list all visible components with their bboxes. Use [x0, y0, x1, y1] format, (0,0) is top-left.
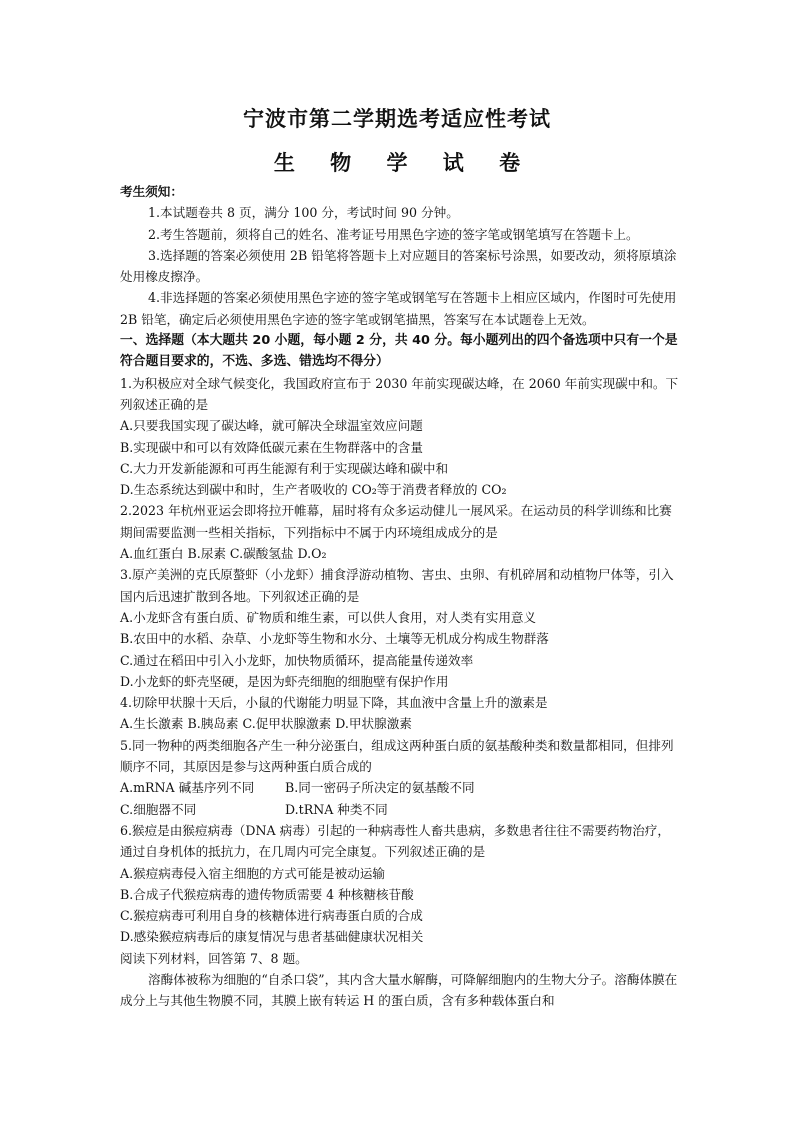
question-option: C.猴痘病毒可利用自身的核糖体进行病毒蛋白质的合成 [120, 908, 423, 924]
section-heading: 一、选择题（本大题共 20 小题，每小题 2 分，共 40 分。每小题列出的四个备选项中只有一个是符合题目要求的，不选、多选、错选均不得分） [120, 333, 678, 370]
question-option: A.小龙虾含有蛋白质、矿物质和维生素，可以供人食用，对人类有实用意义 [120, 609, 537, 625]
notice-item: 4.非选择题的答案必须使用黑色字迹的签字笔或钢笔写在答题卡上相应区域内，作图时可先使用 2B 铅笔，确定后必须使用黑色字迹的签字笔或钢笔描黑，答案写在本试题卷上无效。 [120, 290, 677, 327]
question-option: A.mRNA 碱基序列不同 [120, 780, 255, 796]
question-option: C.通过在稻田中引入小龙虾，加快物质循环，提高能量传递效率 [120, 652, 474, 668]
question-options-inline: A.血红蛋白 B.尿素 C.碳酸氢盐 D.O₂ [120, 546, 327, 562]
exam-subtitle: 生 物 学 试 卷 [273, 150, 535, 175]
question-option: B.合成子代猴痘病毒的遗传物质需要 4 种核糖核苷酸 [120, 886, 414, 902]
question-option: B.农田中的水稻、杂草、小龙虾等生物和水分、土壤等无机成分构成生物群落 [120, 631, 549, 647]
question-stem: 5.同一物种的两类细胞各产生一种分泌蛋白，组成这两种蛋白质的氨基酸种类和数量都相同，但排列顺序不同，其原因是参与这两种蛋白质合成的 [120, 737, 674, 775]
question-option: C.大力开发新能源和可再生能源有利于实现碳达峰和碳中和 [120, 460, 449, 476]
question-stem: 4.切除甲状腺十天后，小鼠的代谢能力明显下降，其血液中含量上升的激素是 [120, 695, 548, 711]
question-stem: 3.原产美洲的克氏原螯虾（小龙虾）捕食浮游动植物、害虫、虫卵、有机碎屑和动植物尸体等，引入国内后迅速扩散到各地。下列叙述正确的是 [120, 567, 674, 604]
notice-item: 3.选择题的答案必须使用 2B 铅笔将答题卡上对应题目的答案标号涂黑，如要改动，须将原填涂处用橡皮擦净。 [120, 247, 677, 285]
question-option: D.感染猴痘病毒后的康复情况与患者基础健康状况相关 [120, 929, 424, 945]
notice-heading: 考生须知： [120, 184, 183, 199]
question-option: C.细胞器不同 [120, 801, 197, 817]
question-option: A.只要我国实现了碳达峰，就可解决全球温室效应问题 [120, 418, 423, 434]
question-option: D.小龙虾的虾壳坚硬，是因为虾壳细胞的细胞壁有保护作用 [120, 673, 449, 689]
exam-title: 宁波市第二学期选考适应性考试 [243, 106, 551, 131]
notice-item: 2.考生答题前，须将自己的姓名、准考证号用黑色字迹的签字笔或钢笔填写在答题卡上。 [148, 226, 639, 242]
question-option-row [120, 799, 680, 820]
exam-content [120, 181, 680, 1012]
question-option-row [120, 777, 680, 798]
question-option: A.猴痘病毒侵入宿主细胞的方式可能是被动运输 [120, 865, 385, 881]
reading-intro: 阅读下列材料，回答第 7、8 题。 [120, 950, 308, 966]
question-option: B.同一密码子所决定的氨基酸不同 [285, 780, 475, 796]
question-stem: 1.为积极应对全球气候变化，我国政府宣布于 2030 年前实现碳达峰，在 2060 年前实现碳中和。下列叙述正确的是 [120, 375, 679, 412]
notice-item: 1.本试题卷共 8 页，满分 100 分，考试时间 90 分钟。 [148, 205, 459, 221]
question-stem: 2.2023 年杭州亚运会即将拉开帷幕，届时将有众多运动健儿一展风采。在运动员的科学训练和比赛期间需要监测一些相关指标，下列指标中不属于内环境组成成分的是 [120, 503, 672, 540]
question-option: B.实现碳中和可以有效降低碳元素在生物群落中的含量 [120, 439, 423, 455]
question-options-inline: A.生长激素 B.胰岛素 C.促甲状腺激素 D.甲状腺激素 [120, 716, 412, 732]
question-stem: 6.猴痘是由猴痘病毒（DNA 病毒）引起的一种病毒性人畜共患病，多数患者往往不需要药物治疗，通过自身机体的抵抗力，在几周内可完全康复。下列叙述正确的是 [120, 822, 670, 860]
question-option: D.生态系统达到碳中和时，生产者吸收的 CO₂等于消费者释放的 CO₂ [120, 482, 507, 498]
question-option: D.tRNA 种类不同 [285, 801, 388, 817]
reading-passage: 溶酶体被称为细胞的“自杀口袋”，其内含大量水解酶，可降解细胞内的生物大分子。溶酶体膜在成分上与其他生物膜不同，其膜上嵌有转运 H 的蛋白质，含有多种载体蛋白和 [120, 971, 678, 1009]
